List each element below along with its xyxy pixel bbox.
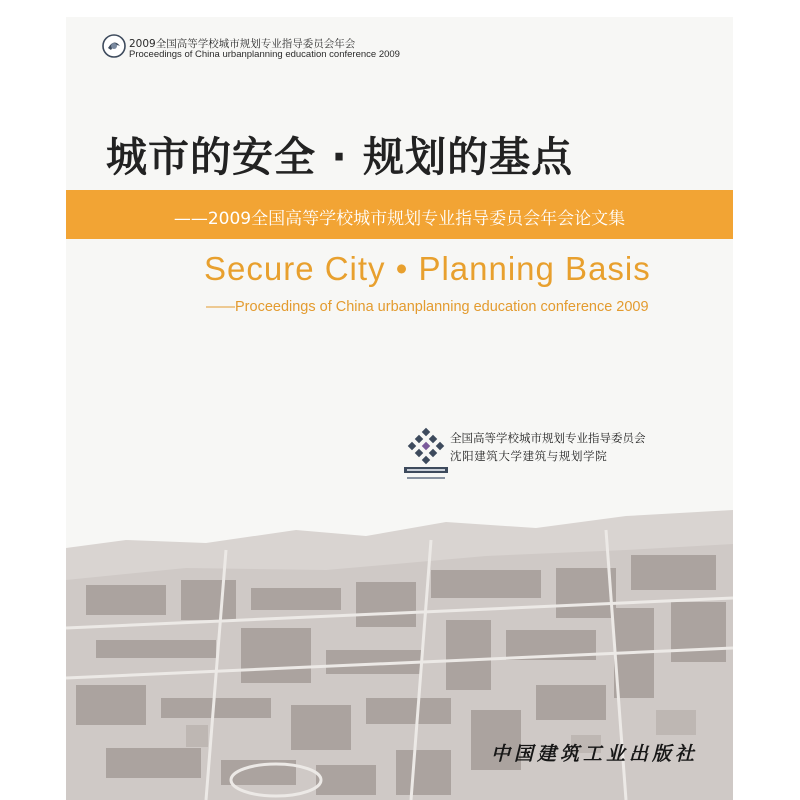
- title-en: Secure City • Planning Basis: [204, 250, 651, 287]
- title-cn: 城市的安全 · 规划的基点: [106, 133, 574, 181]
- publisher-name: 中国建筑工业出版社: [491, 743, 699, 765]
- conference-emblem-icon: [102, 34, 126, 58]
- subtitle-cn: ——2009全国高等学校城市规划专业指导委员会年会论文集: [173, 209, 626, 229]
- subtitle-en: ——Proceedings of China urbanplanning education conference 2009: [206, 299, 649, 315]
- organizer-committee: 全国高等学校城市规划专业指导委员会: [450, 431, 646, 445]
- book-cover: [66, 17, 733, 800]
- organizer-logo-icon: [403, 427, 449, 487]
- header-conference-cn: 2009全国高等学校城市规划专业指导委员会年会: [129, 38, 356, 50]
- organizer-school: 沈阳建筑大学建筑与规划学院: [450, 449, 608, 463]
- header-conference-en: Proceedings of China urbanplanning education conference 2009: [129, 49, 400, 60]
